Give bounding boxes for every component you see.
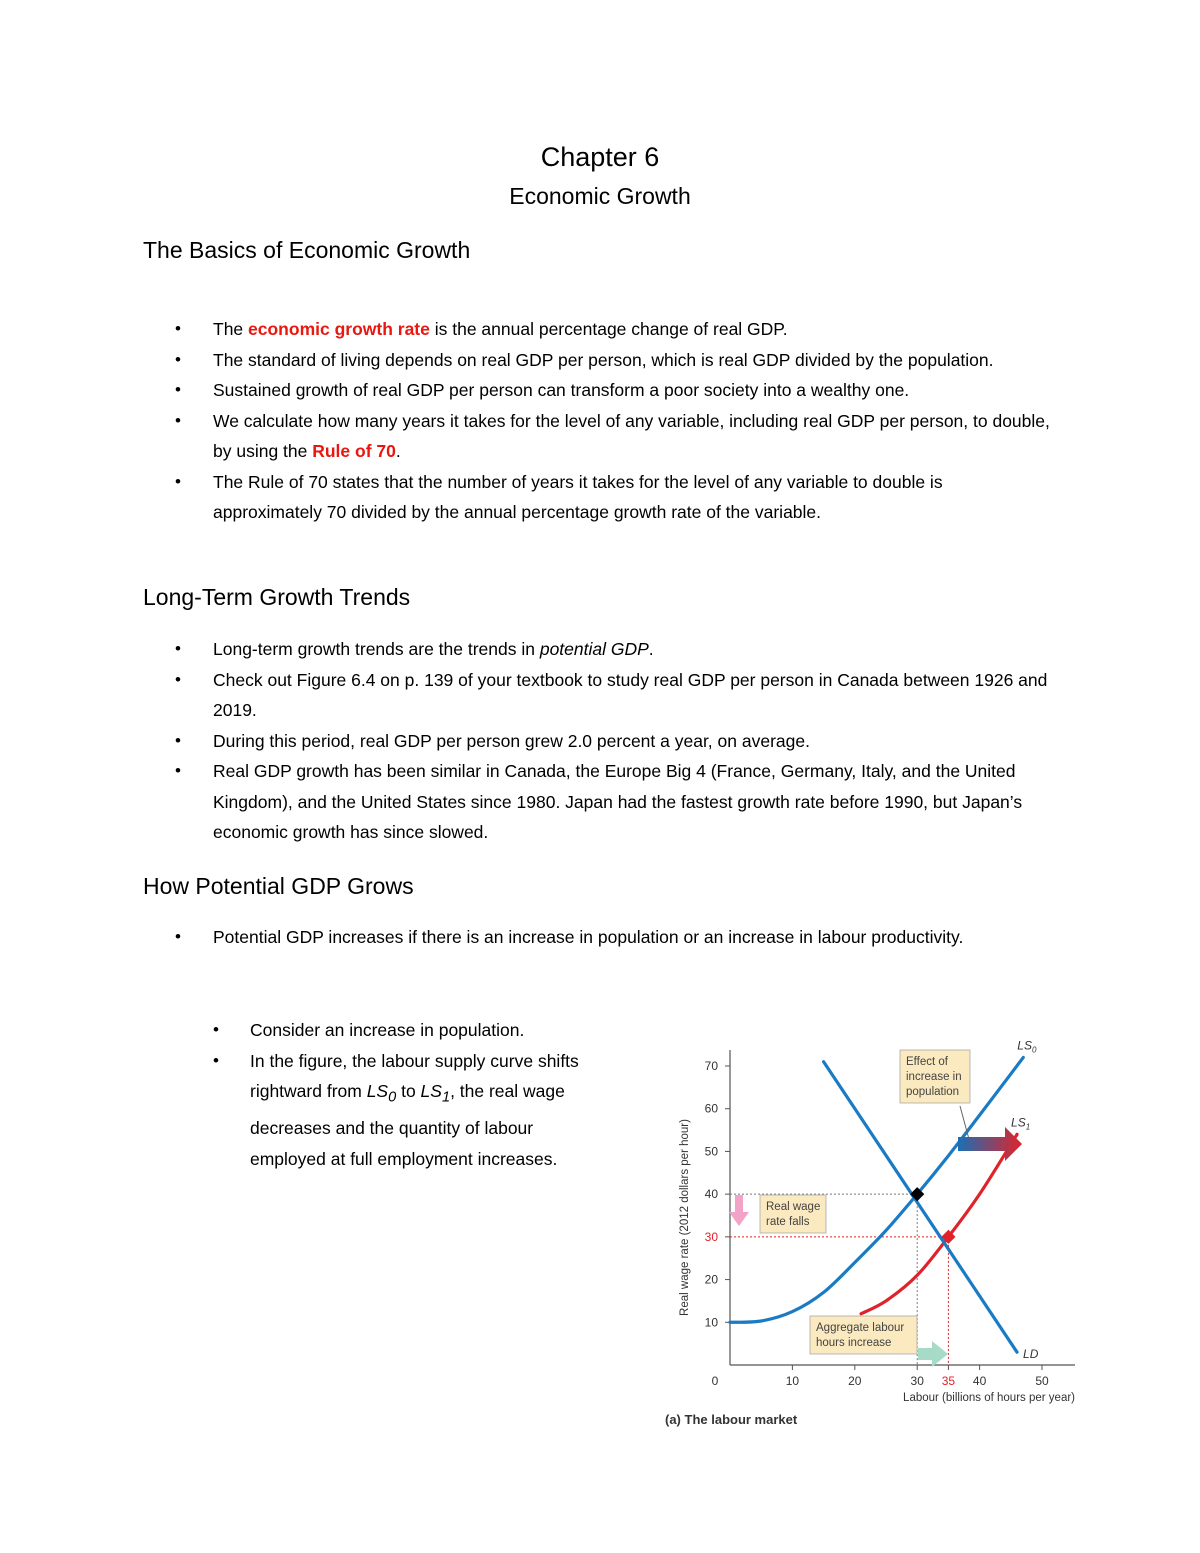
text-span: .	[395, 441, 401, 461]
subscript: 0	[388, 1089, 397, 1106]
list-item: • Check out Figure 6.4 on p. 139 of your textbook to study real GDP per person in Canada between 1926 and 2019.	[175, 665, 1055, 726]
annotation-wage-text: rate falls	[766, 1216, 810, 1228]
wage-down-arrow-icon	[729, 1195, 749, 1226]
text-span: In the figure, the labour supply curve shifts rightward from	[250, 1050, 579, 1101]
key-term-rule-of-70: Rule of 70	[312, 441, 396, 461]
text-span: to	[396, 1081, 421, 1101]
curve-label-ld: LD	[1023, 1347, 1039, 1362]
y-tick-label: 40	[704, 1187, 718, 1202]
annotation-population-text: Effect of	[906, 1056, 948, 1068]
x-tick-label: 35	[941, 1374, 956, 1388]
figure-caption: (a) The labour market	[665, 1412, 798, 1427]
text-span: The	[213, 319, 249, 339]
emphasis-potential-gdp: potential GDP	[539, 639, 649, 659]
annotation-wage-text: Real wage	[766, 1201, 821, 1213]
list-item	[175, 406, 1055, 467]
y-tick-label: 70	[704, 1059, 718, 1073]
x-tick-label: 40	[972, 1374, 987, 1388]
y-axis-label: Real wage rate (2012 dollars per hour)	[679, 1119, 691, 1316]
y-tick-label: 50	[704, 1144, 718, 1159]
plot-area	[665, 1038, 1075, 1427]
text-span: .	[648, 639, 654, 659]
bullet-list-potential-gdp	[175, 922, 1055, 953]
annotation-population-text: population	[906, 1086, 960, 1098]
section-heading-basics: The Basics of Economic Growth	[143, 237, 471, 263]
x-tick-label: 50	[1035, 1374, 1049, 1388]
x-tick-label: 30	[910, 1374, 924, 1388]
text-span: , the real wage decreases and the quantity of labour employed at full employment increases.	[250, 1081, 565, 1169]
curve-ls0-label	[366, 1081, 397, 1106]
curve-ls1-label	[420, 1081, 451, 1106]
sub-bullet-list	[213, 1015, 593, 1174]
text-span: LS	[366, 1081, 389, 1101]
x-axis-label: Labour (billions of hours per year)	[903, 1392, 1075, 1404]
curve-ls1	[861, 1134, 1017, 1313]
key-term-economic-growth-rate: economic growth rate	[248, 319, 430, 339]
x-tick-label: 0	[711, 1374, 719, 1388]
list-item: • During this period, real GDP per person grew 2.0 percent a year, on average.	[175, 726, 1055, 757]
list-item	[175, 314, 1055, 345]
bullet-list-long-term	[175, 634, 1055, 848]
annotation-hours-text: Aggregate labour	[816, 1322, 905, 1334]
hours-right-arrow-icon	[918, 1341, 948, 1367]
y-tick-label: 30	[704, 1229, 718, 1244]
text-span: Long-term growth trends are the trends in	[213, 639, 540, 659]
curve-ls0	[730, 1057, 1023, 1322]
x-tick-label: 10	[785, 1374, 800, 1388]
section-heading-long-term: Long-Term Growth Trends	[143, 584, 411, 610]
annotation-population-text: increase in	[906, 1071, 962, 1083]
list-item: • The Rule of 70 states that the number of years it takes for the level of any variable to double is approximately 70 divided by the annual percentage growth rate of the variable.	[175, 467, 1055, 528]
y-tick-label: 60	[704, 1101, 718, 1116]
list-item	[175, 634, 1055, 665]
annotation-hours-text: hours increase	[816, 1337, 892, 1349]
list-item	[213, 1046, 593, 1175]
section-heading-potential-gdp: How Potential GDP Grows	[143, 873, 414, 899]
list-item: • Potential GDP increases if there is an increase in population or an increase in labour productivity.	[175, 922, 1055, 953]
subscript: 1	[441, 1089, 451, 1106]
list-item: • Sustained growth of real GDP per person can transform a poor society into a wealthy one.	[175, 375, 1055, 406]
x-tick-label: 20	[848, 1374, 862, 1388]
list-item: • Real GDP growth has been similar in Canada, the Europe Big 4 (France, Germany, Italy, and the United Kingdom), and the United States since 1980. Japan had the fastest growth rate before 1990, but Japan’s economic growth has since slowed.	[175, 756, 1055, 848]
labour-market-chart	[660, 1030, 1100, 1440]
list-item: • The standard of living depends on real GDP per person, which is real GDP divided by the population.	[175, 345, 1055, 376]
chapter-title: Chapter 6	[540, 142, 660, 172]
list-item: • Consider an increase in population.	[213, 1015, 593, 1046]
chapter-subtitle: Economic Growth	[509, 183, 691, 209]
y-tick-label: 20	[704, 1272, 718, 1287]
text-span: LS	[420, 1081, 442, 1101]
text-span: is the annual percentage change of real GDP.	[429, 319, 788, 339]
curve-label-ls1: $LS_1$	[1011, 1115, 1031, 1132]
y-tick-label: 10	[704, 1315, 718, 1330]
text-span: We calculate how many years it takes for the level of any variable, including real GDP per person, to double, by using the	[213, 410, 1050, 461]
bullet-list-basics	[175, 314, 1055, 528]
curve-label-ls0: $LS_0$	[1017, 1038, 1037, 1055]
